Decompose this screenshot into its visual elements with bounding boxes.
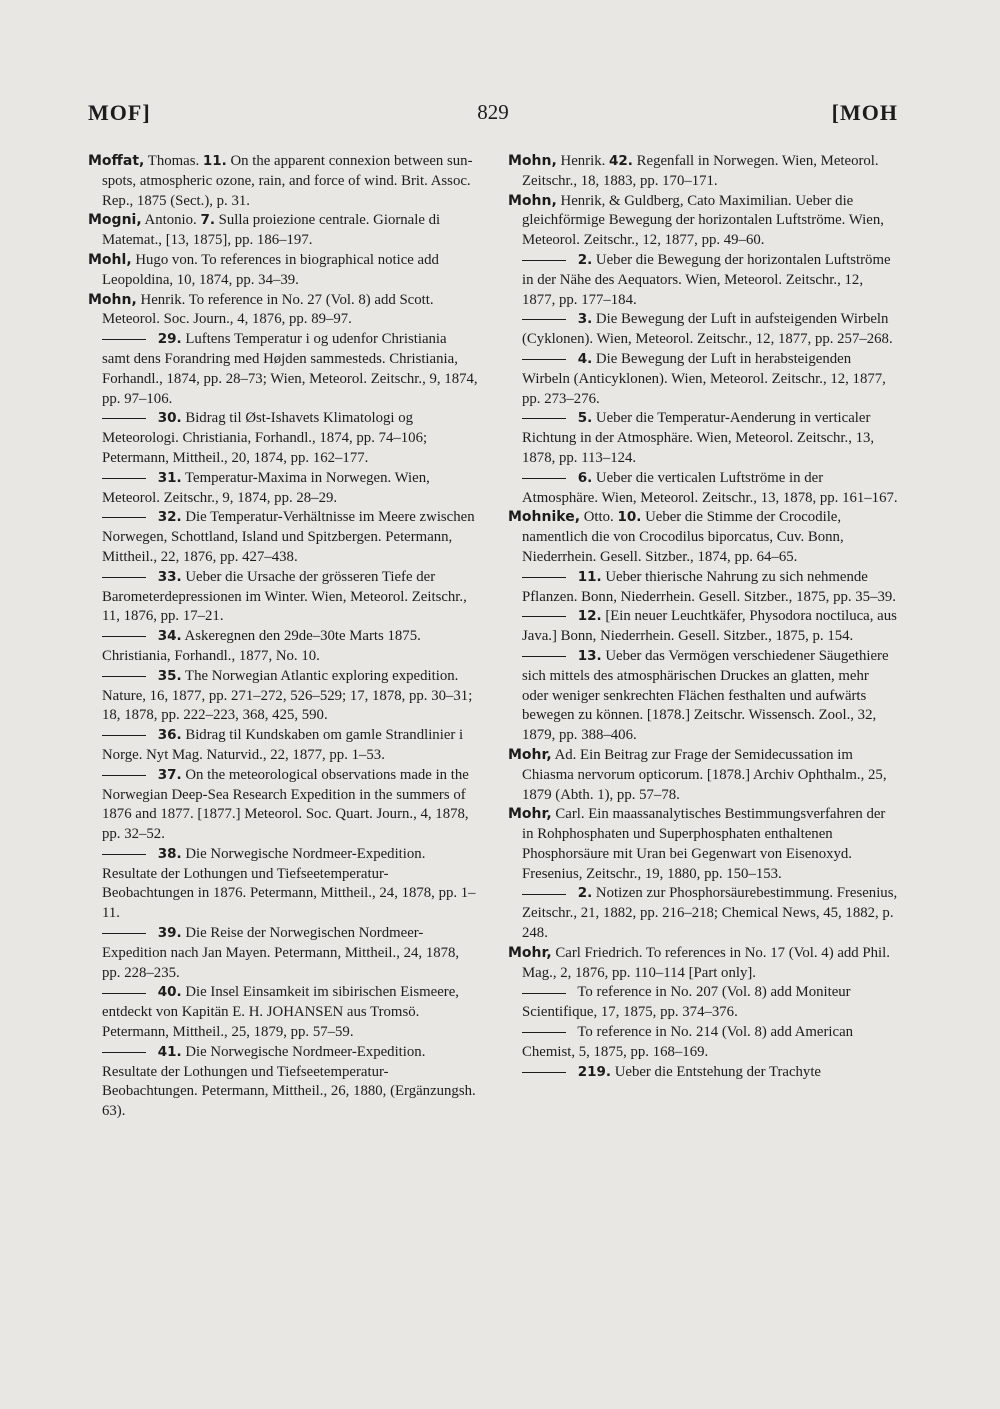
ditto-dash	[522, 260, 566, 261]
header-right-guide-word: [MOH	[831, 100, 898, 125]
entry-text: Ueber die Bewegung der horizontalen Luftströme in der Nähe des Aequators. Wien, Meteorol. Zeitschr., 12, 1877, pp. 177–184.	[522, 251, 891, 308]
ditto-dash	[522, 418, 566, 419]
author-surname: Mohr,	[508, 746, 552, 763]
bibliography-entry	[88, 667, 478, 726]
entry-text: Askeregnen den 29de–30te Marts 1875. Christiania, Forhandl., 1877, No. 10.	[102, 628, 421, 664]
bibliography-entry	[508, 409, 898, 468]
bibliography-entry	[508, 884, 898, 943]
paper-number: 31.	[157, 469, 182, 486]
author-given-name: Henrik.	[136, 291, 186, 308]
paper-number: 38.	[157, 845, 182, 862]
paper-number: 36.	[157, 727, 182, 744]
ditto-dash	[102, 854, 146, 855]
entry-text: Ueber die Stimme der Crocodile, namentlich die von Crocodilus biporcatus, Cuv. Bonn, Niederrhein. Gesell. Sitzber., 1874, pp. 64–65.	[522, 509, 844, 565]
entry-text: Ueber die Temperatur-Aenderung in verticaler Richtung in der Atmosphäre. Wien, Meteorol. Zeitschr., 13, 1878, pp. 113–124.	[522, 410, 875, 466]
bibliography-entry	[508, 607, 898, 647]
entry-text: Ueber die Entstehung der Trachyte	[611, 1063, 821, 1080]
entry-text: Ueber das Vermögen verschiedener Säugethiere sich mittels des atmosphärischen Druckes an glatten, mehr oder weniger senkrechten Flächen festhalten und aufwärts bewegen zu können. [1878.] Zeitschr. Wissensch. Zool., 32, 1879, pp. 388–406.	[522, 647, 889, 744]
bibliography-entry	[508, 1023, 898, 1063]
ditto-dash	[522, 993, 566, 994]
entry-text: Notizen zur Phosphorsäurebestimmung. Fresenius, Zeitschr., 21, 1882, pp. 216–218; Chemical News, 45, 1882, p. 248.	[522, 885, 898, 942]
paper-number: 6.	[577, 469, 593, 486]
bibliography-entry	[508, 647, 898, 746]
author-surname: Mohnike,	[508, 509, 581, 526]
entry-text: To references in No. 17 (Vol. 4) add Phil. Mag., 2, 1876, pp. 110–114 [Part only].	[522, 944, 890, 981]
bibliography-entry	[88, 330, 478, 409]
author-given-name: Carl.	[551, 806, 585, 823]
bibliography-entry	[508, 508, 898, 567]
author-surname: Mohr,	[508, 806, 552, 823]
bibliography-entry	[88, 469, 478, 509]
running-header	[88, 100, 898, 134]
paper-number: 4.	[577, 350, 593, 367]
paper-number: 11.	[577, 568, 602, 585]
bibliography-entry	[508, 983, 898, 1023]
author-surname: Mohn,	[88, 291, 137, 308]
author-surname: Mohn,	[508, 192, 557, 209]
ditto-dash	[102, 577, 146, 578]
bibliography-entry	[88, 568, 478, 627]
bibliography-entry	[508, 152, 898, 192]
right-column	[508, 152, 898, 1082]
header-left-guide-word: MOF]	[88, 100, 151, 125]
entry-text: The Norwegian Atlantic exploring expedition. Nature, 16, 1877, pp. 271–272, 526–529; 17, 1878, pp. 30–31; 18, 1878, pp. 222–223, 368, 425, 590.	[102, 667, 473, 724]
paper-number: 42.	[609, 153, 633, 169]
bibliography-entry	[88, 766, 478, 845]
paper-number: 12.	[577, 608, 602, 625]
author-surname: Mohr,	[508, 944, 552, 961]
paper-number: 2.	[577, 251, 593, 268]
paper-number: 3.	[577, 311, 593, 328]
entry-text: Luftens Temperatur i og udenfor Christiania samt dens Forandring med Højden sammesteds. Christiania, Forhandl., 1874, pp. 28–73; Wien, Meteorol. Zeitschr., 9, 1874, pp. 97–106.	[102, 331, 478, 407]
ditto-dash	[102, 339, 146, 340]
paper-number: 33.	[157, 568, 182, 585]
bibliography-entry	[88, 409, 478, 468]
entry-text: To reference in No. 214 (Vol. 8) add American Chemist, 5, 1875, pp. 168–169.	[522, 1024, 854, 1060]
bibliography-entry	[508, 310, 898, 350]
author-surname: Mohn,	[508, 153, 557, 169]
ditto-dash	[102, 676, 146, 677]
entry-text: Die Reise der Norwegischen Nordmeer-Expedition nach Jan Mayen. Petermann, Mittheil., 24, 1878, pp. 228–235.	[102, 925, 460, 981]
entry-text: Ein Beitrag zur Frage der Semidecussation im Chiasma nervorum opticorum. [1878.] Archiv Ophthalm., 25, 1879 (Abth. 1), pp. 57–78.	[522, 746, 887, 803]
entry-text: Die Temperatur-Verhältnisse im Meere zwischen Norwegen, Schottland, Island und Spitzbergen. Petermann, Mittheil., 22, 1876, pp. 427–438.	[102, 509, 475, 565]
entry-text: Die Bewegung der Luft in aufsteigenden Wirbeln (Cyklonen). Wien, Meteorol. Zeitschr., 12, 1877, pp. 257–268.	[522, 311, 893, 348]
paper-number: 219.	[577, 1063, 612, 1080]
paper-number: 11.	[202, 153, 227, 169]
entry-text: Sulla proiezione centrale. Giornale di Matemat., [13, 1875], pp. 186–197.	[102, 212, 441, 249]
ditto-dash	[522, 616, 566, 617]
ditto-dash	[102, 478, 146, 479]
entry-text: On the meteorological observations made in the Norwegian Deep-Sea Research Expedition in the summers of 1876 and 1877. [1877.] Meteorol. Soc. Quart. Journ., 4, 1878, pp. 32–52.	[102, 766, 469, 843]
bibliography-entry	[508, 746, 898, 805]
entry-text: Regenfall in Norwegen. Wien, Meteorol. Zeitschr., 18, 1883, pp. 170–171.	[522, 153, 879, 189]
paper-number: 5.	[577, 410, 593, 427]
bibliography-entry	[88, 152, 478, 211]
entry-text: To reference in No. 27 (Vol. 8) add Scott. Meteorol. Soc. Journ., 4, 1876, pp. 89–97.	[102, 291, 434, 328]
entry-text: Ueber thierische Nahrung zu sich nehmende Pflanzen. Bonn, Niederrhein. Gesell. Sitzber., 1875, pp. 35–39.	[522, 568, 896, 605]
ditto-dash	[102, 735, 146, 736]
entry-text: Ueber die gleichförmige Bewegung der horizontalen Luftströme. Wien, Meteorol. Zeitschr., 12, 1877, pp. 49–60.	[522, 192, 884, 249]
paper-number: 30.	[157, 410, 182, 427]
ditto-dash	[522, 478, 566, 479]
paper-number: 41.	[157, 1043, 182, 1060]
paper-number: 13.	[577, 647, 602, 664]
bibliography-entry	[88, 845, 478, 924]
entry-text: To reference in No. 207 (Vol. 8) add Moniteur Scientifique, 17, 1875, pp. 374–376.	[522, 984, 851, 1021]
ditto-dash	[102, 636, 146, 637]
left-column	[88, 152, 478, 1122]
bibliography-entry	[508, 350, 898, 409]
bibliography-entry	[88, 508, 478, 567]
ditto-dash	[522, 1032, 566, 1033]
author-given-name: Antonio.	[141, 212, 197, 229]
ditto-dash	[522, 656, 566, 657]
bibliography-entry	[88, 291, 478, 331]
ditto-dash	[102, 993, 146, 994]
bibliography-entry	[508, 944, 898, 984]
author-given-name: Ad.	[551, 746, 577, 763]
author-surname: Moffat,	[88, 153, 145, 169]
entry-text: To references in biographical notice add Leopoldina, 10, 1874, pp. 34–39.	[102, 251, 439, 288]
author-given-name: Henrik, & Guldberg, Cato Maximilian.	[556, 192, 792, 209]
entry-text: Ein maassanalytisches Bestimmungsverfahren der in Rohphosphaten und Superphosphaten enthaltenen Phosphorsäure mit Uran bei Gegenwart von Eisenoxyd. Fresenius, Zeitschr., 19, 1880, pp. 150–153.	[522, 806, 886, 882]
author-given-name: Otto.	[580, 509, 614, 526]
paper-number: 10.	[617, 509, 642, 526]
paper-number: 35.	[157, 667, 182, 684]
entry-text: Die Norwegische Nordmeer-Expedition. Resultate der Lothungen und Tiefseetemperatur-Beobachtungen. Petermann, Mittheil., 26, 1880, (Ergänzungsh. 63).	[102, 1043, 476, 1120]
entry-text: Ueber die Ursache der grösseren Tiefe der Barometerdepressionen im Winter. Wien, Meteorol. Zeitschr., 11, 1876, pp. 17–21.	[102, 568, 467, 625]
bibliography-entry	[508, 805, 898, 884]
bibliography-entry	[508, 1063, 898, 1083]
author-given-name: Carl Friedrich.	[551, 944, 643, 961]
bibliography-entry	[88, 251, 478, 291]
bibliography-entry	[88, 627, 478, 667]
ditto-dash	[102, 418, 146, 419]
bibliography-entry	[508, 192, 898, 251]
author-surname: Mohl,	[88, 251, 132, 268]
entry-text: [Ein neuer Leuchtkäfer, Physodora noctiluca, aus Java.] Bonn, Niederrhein. Gesell. Sitzber., 1875, p. 154.	[522, 608, 897, 645]
bibliography-entry	[88, 726, 478, 766]
author-given-name: Henrik.	[556, 153, 606, 169]
entry-text: Bidrag til Øst-Ishavets Klimatologi og Meteorologi. Christiania, Forhandl., 1874, pp. 74–106; Petermann, Mittheil., 20, 1874, pp. 162–177.	[102, 410, 428, 466]
ditto-dash	[102, 1052, 146, 1053]
paper-number: 7.	[200, 212, 215, 229]
bibliography-entry	[508, 251, 898, 310]
paper-number: 29.	[157, 331, 182, 348]
ditto-dash	[522, 359, 566, 360]
bibliography-entry	[508, 568, 898, 608]
bibliography-entry	[88, 983, 478, 1042]
ditto-dash	[102, 933, 146, 934]
entry-text: Bidrag til Kundskaben om gamle Strandlinier i Norge. Nyt Mag. Naturvid., 22, 1877, pp. 1–53.	[102, 727, 464, 763]
ditto-dash	[522, 1072, 566, 1073]
author-surname: Mogni,	[88, 212, 142, 229]
bibliography-entry	[88, 924, 478, 983]
entry-text: Die Norwegische Nordmeer-Expedition. Resultate der Lothungen und Tiefseetemperatur-Beobachtungen in 1876. Petermann, Mittheil., 24, 1878, pp. 1–11.	[102, 845, 476, 922]
entry-text: Die Insel Einsamkeit im sibirischen Eismeere, entdeckt von Kapitän E. H. JOHANSEN aus Tromsö. Petermann, Mittheil., 25, 1879, pp. 57–59.	[102, 984, 459, 1041]
paper-number: 37.	[157, 766, 182, 783]
bibliography-entry	[508, 469, 898, 509]
paper-number: 40.	[157, 984, 182, 1001]
paper-number: 34.	[157, 628, 182, 645]
paper-number: 32.	[157, 509, 182, 526]
bibliography-entry	[88, 211, 478, 251]
ditto-dash	[522, 894, 566, 895]
ditto-dash	[522, 319, 566, 320]
ditto-dash	[102, 517, 146, 518]
paper-number: 2.	[577, 885, 593, 902]
entry-text: Die Bewegung der Luft in herabsteigenden Wirbeln (Anticyklonen). Wien, Meteorol. Zeitschr., 12, 1877, pp. 273–276.	[522, 350, 886, 407]
bibliography-entry	[88, 1043, 478, 1122]
entry-text: Temperatur-Maxima in Norwegen. Wien, Meteorol. Zeitschr., 9, 1874, pp. 28–29.	[102, 469, 430, 506]
author-given-name: Hugo von.	[131, 251, 198, 268]
page-number: 829	[477, 100, 509, 124]
paper-number: 39.	[157, 925, 182, 942]
entry-text: On the apparent connexion between sun-spots, atmospheric ozone, rain, and force of wind. Brit. Assoc. Rep., 1875 (Sect.), p. 31.	[102, 153, 473, 209]
author-given-name: Thomas.	[144, 153, 200, 169]
ditto-dash	[522, 577, 566, 578]
entry-text: Ueber die verticalen Luftströme in der Atmosphäre. Wien, Meteorol. Zeitschr., 13, 1878, pp. 161–167.	[522, 469, 898, 506]
ditto-dash	[102, 775, 146, 776]
